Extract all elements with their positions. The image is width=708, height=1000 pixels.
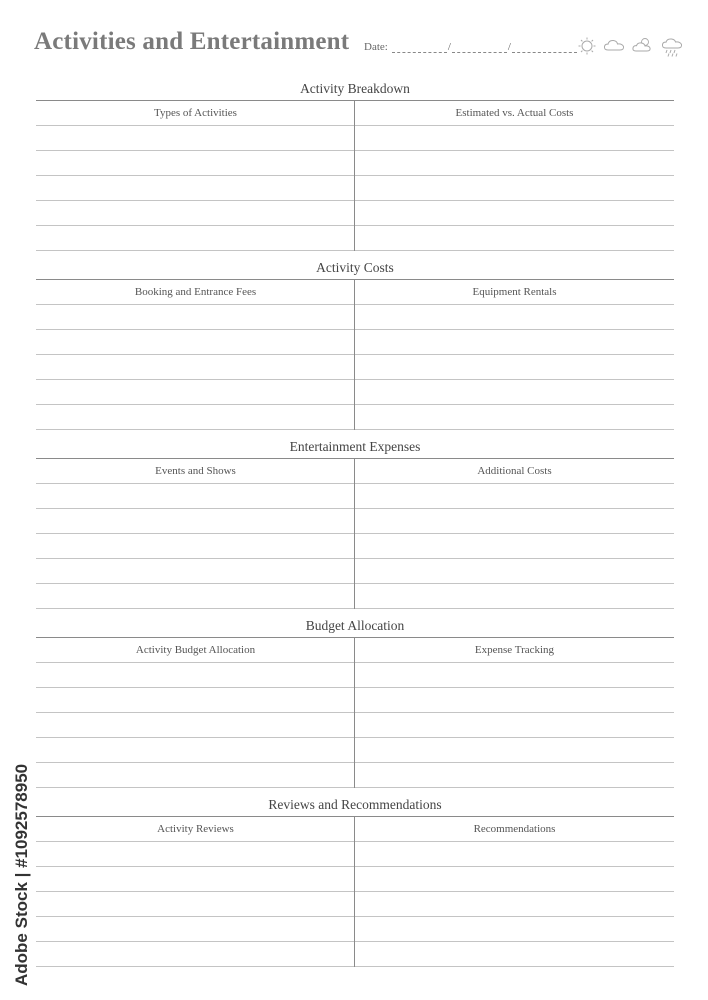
writing-line-right[interactable] (355, 892, 674, 916)
writing-line-left[interactable] (36, 534, 355, 558)
stock-watermark: Adobe Stock | #1092578950 (12, 763, 31, 986)
writing-line-left[interactable] (36, 126, 355, 150)
writing-line-right[interactable] (355, 330, 674, 354)
date-slash: / (447, 41, 451, 53)
column-header-left: Events and Shows (155, 465, 236, 477)
ruled-row (36, 534, 674, 559)
column-header-right: Equipment Rentals (472, 286, 557, 298)
writing-line-right[interactable] (355, 226, 674, 250)
ruled-row (36, 663, 674, 688)
ruled-row (36, 355, 674, 380)
writing-line-left[interactable] (36, 484, 355, 508)
writing-line-left[interactable] (36, 584, 355, 608)
writing-line-right[interactable] (355, 663, 674, 687)
writing-line-right[interactable] (355, 917, 674, 941)
date-field (364, 41, 577, 53)
ruled-row (36, 688, 674, 713)
ruled-row (36, 584, 674, 609)
date-slash: / (507, 41, 511, 53)
writing-line-left[interactable] (36, 226, 355, 250)
writing-line-left[interactable] (36, 355, 355, 379)
writing-line-left[interactable] (36, 559, 355, 583)
writing-line-right[interactable] (355, 201, 674, 225)
column-header-left: Types of Activities (154, 107, 237, 119)
column-header-row (36, 638, 674, 663)
section-grid (36, 638, 674, 788)
writing-line-left[interactable] (36, 201, 355, 225)
section-grid (36, 101, 674, 251)
writing-line-right[interactable] (355, 405, 674, 429)
writing-line-right[interactable] (355, 509, 674, 533)
writing-line-right[interactable] (355, 380, 674, 404)
writing-line-left[interactable] (36, 509, 355, 533)
column-header-left: Activity Budget Allocation (135, 644, 256, 656)
writing-line-right[interactable] (355, 305, 674, 329)
ruled-row (36, 559, 674, 584)
writing-line-right[interactable] (355, 355, 674, 379)
section (36, 257, 674, 430)
writing-line-left[interactable] (36, 892, 355, 916)
column-header-right: Estimated vs. Actual Costs (455, 107, 574, 119)
ruled-row (36, 226, 674, 251)
partly-cloudy-icon[interactable] (632, 37, 654, 53)
ruled-row (36, 509, 674, 534)
column-header-left: Booking and Entrance Fees (134, 286, 257, 298)
writing-line-right[interactable] (355, 867, 674, 891)
ruled-row (36, 305, 674, 330)
section-title: Entertainment Expenses (36, 436, 674, 459)
date-month-blank[interactable] (452, 41, 507, 53)
column-divider (354, 817, 355, 967)
ruled-row (36, 892, 674, 917)
section-grid (36, 459, 674, 609)
writing-line-left[interactable] (36, 942, 355, 966)
writing-line-left[interactable] (36, 330, 355, 354)
writing-line-right[interactable] (355, 176, 674, 200)
ruled-row (36, 713, 674, 738)
section (36, 436, 674, 609)
sun-icon[interactable] (578, 37, 596, 55)
column-header-row (36, 280, 674, 305)
column-header-right: Recommendations (473, 823, 556, 835)
column-header-row (36, 817, 674, 842)
ruled-row (36, 867, 674, 892)
writing-line-left[interactable] (36, 151, 355, 175)
column-divider (354, 101, 355, 251)
section-grid (36, 280, 674, 430)
ruled-row (36, 380, 674, 405)
writing-line-right[interactable] (355, 151, 674, 175)
writing-line-left[interactable] (36, 405, 355, 429)
writing-line-left[interactable] (36, 688, 355, 712)
ruled-row (36, 942, 674, 967)
ruled-row (36, 151, 674, 176)
section-title: Activity Costs (36, 257, 674, 280)
ruled-row (36, 484, 674, 509)
ruled-row (36, 405, 674, 430)
writing-line-right[interactable] (355, 713, 674, 737)
date-day-blank[interactable] (392, 41, 447, 53)
date-year-blank[interactable] (512, 41, 577, 53)
ruled-row (36, 176, 674, 201)
column-header-left: Activity Reviews (157, 823, 234, 835)
ruled-row (36, 738, 674, 763)
rain-icon[interactable] (661, 37, 683, 57)
column-divider (354, 459, 355, 609)
writing-line-left[interactable] (36, 713, 355, 737)
column-header-row (36, 101, 674, 126)
writing-line-right[interactable] (355, 534, 674, 558)
section (36, 794, 674, 967)
ruled-row (36, 842, 674, 867)
writing-line-left[interactable] (36, 867, 355, 891)
column-divider (354, 280, 355, 430)
writing-line-left[interactable] (36, 917, 355, 941)
writing-line-right[interactable] (355, 559, 674, 583)
column-header-row (36, 459, 674, 484)
writing-line-left[interactable] (36, 380, 355, 404)
writing-line-right[interactable] (355, 842, 674, 866)
writing-line-left[interactable] (36, 176, 355, 200)
ruled-row (36, 763, 674, 788)
section-grid (36, 817, 674, 967)
ruled-row (36, 917, 674, 942)
column-header-right: Additional Costs (477, 465, 552, 477)
writing-line-right[interactable] (355, 126, 674, 150)
writing-line-right[interactable] (355, 763, 674, 787)
writing-line-left[interactable] (36, 763, 355, 787)
writing-line-right[interactable] (355, 688, 674, 712)
writing-line-right[interactable] (355, 584, 674, 608)
section-title: Reviews and Recommendations (36, 794, 674, 817)
section (36, 615, 674, 788)
section (36, 78, 674, 251)
section-title: Activity Breakdown (36, 78, 674, 101)
ruled-row (36, 330, 674, 355)
writing-line-left[interactable] (36, 663, 355, 687)
page-title: Activities and Entertainment (34, 28, 350, 55)
column-divider (354, 638, 355, 788)
writing-line-left[interactable] (36, 738, 355, 762)
writing-line-right[interactable] (355, 942, 674, 966)
cloud-icon[interactable] (603, 37, 625, 53)
weather-icons (578, 37, 683, 57)
writing-line-left[interactable] (36, 305, 355, 329)
date-label: Date: (364, 41, 388, 53)
writing-line-right[interactable] (355, 738, 674, 762)
column-header-right: Expense Tracking (474, 644, 555, 656)
ruled-row (36, 201, 674, 226)
writing-line-right[interactable] (355, 484, 674, 508)
section-title: Budget Allocation (36, 615, 674, 638)
ruled-row (36, 126, 674, 151)
writing-line-left[interactable] (36, 842, 355, 866)
